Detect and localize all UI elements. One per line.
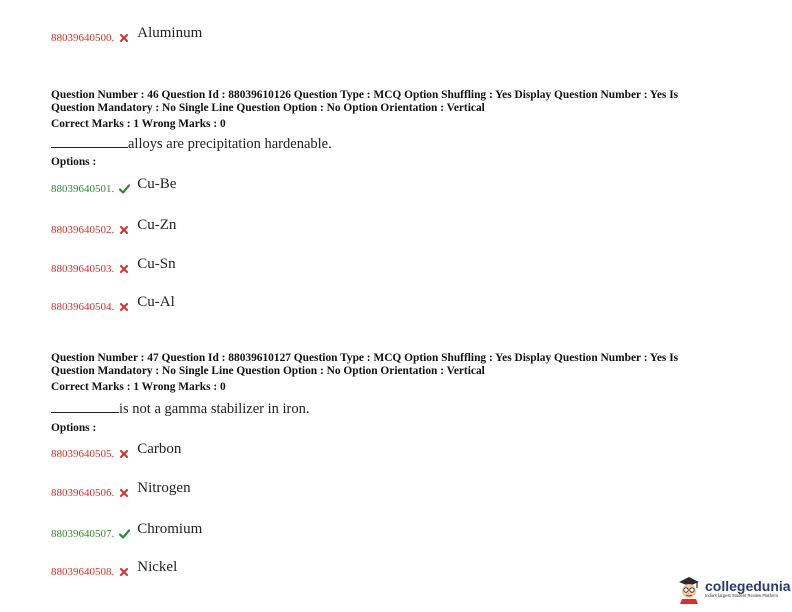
cross-icon [118, 448, 130, 460]
question-header [51, 89, 741, 115]
collegedunia-logo [676, 572, 791, 606]
option-row [51, 293, 175, 318]
option-row [51, 558, 178, 583]
cross-icon [118, 224, 130, 236]
question-header-line: Question Mandatory : No Single Line Question Option : No Option Orientation : Vertical [51, 102, 485, 114]
option-id: 88039640504. [51, 301, 115, 313]
logo-tagline: India's largest Student Review Platform [705, 593, 778, 598]
question-text-content: is not a gamma stabilizer in iron. [119, 401, 310, 417]
option-row [51, 440, 182, 465]
option-text: Nickel [137, 558, 178, 575]
option-text: Cu-Sn [137, 255, 176, 272]
option-row [51, 216, 177, 241]
option-text: Chromium [137, 520, 203, 537]
cross-icon [118, 487, 130, 499]
logo-text [705, 579, 791, 599]
question-header [51, 352, 741, 378]
logo-name: collegedunia [705, 578, 791, 594]
option-row [51, 24, 203, 49]
question-text [51, 400, 309, 418]
answer-blank [51, 400, 119, 413]
answer-blank [51, 135, 128, 148]
option-id: 88039640507. [51, 528, 115, 540]
option-id: 88039640505. [51, 448, 115, 460]
cross-icon [118, 301, 130, 313]
option-row [51, 175, 177, 200]
check-icon [118, 183, 130, 195]
option-id: 88039640506. [51, 487, 115, 499]
check-icon [118, 528, 130, 540]
options-label: Options : [51, 156, 97, 168]
option-id: 88039640500. [51, 32, 115, 44]
question-header-line: Question Mandatory : No Single Line Question Option : No Option Orientation : Vertical [51, 365, 485, 377]
mascot-icon [676, 574, 702, 604]
option-text: Carbon [137, 440, 182, 457]
question-text-content: alloys are precipitation hardenable. [128, 136, 332, 152]
question-header-line: Question Number : 46 Question Id : 88039610126 Question Type : MCQ Option Shuffling : Yes Display Question Number : Yes Is [51, 89, 679, 101]
option-text: Nitrogen [137, 479, 191, 496]
option-id: 88039640502. [51, 224, 115, 236]
cross-icon [118, 566, 130, 578]
option-id: 88039640503. [51, 263, 115, 275]
option-text: Cu-Be [137, 175, 177, 192]
question-marks: Correct Marks : 1 Wrong Marks : 0 [51, 381, 226, 393]
question-header-line: Question Number : 47 Question Id : 88039610127 Question Type : MCQ Option Shuffling : Yes Display Question Number : Yes Is [51, 352, 679, 364]
cross-icon [118, 32, 130, 44]
option-text: Cu-Al [137, 293, 175, 310]
option-row [51, 479, 191, 504]
cross-icon [118, 263, 130, 275]
option-id: 88039640501. [51, 183, 115, 195]
option-row [51, 255, 176, 280]
question-marks: Correct Marks : 1 Wrong Marks : 0 [51, 118, 226, 130]
option-text: Cu-Zn [137, 216, 177, 233]
options-label: Options : [51, 422, 97, 434]
question-text [51, 135, 332, 153]
option-row [51, 520, 203, 545]
option-id: 88039640508. [51, 566, 115, 578]
option-text: Aluminum [137, 24, 203, 41]
